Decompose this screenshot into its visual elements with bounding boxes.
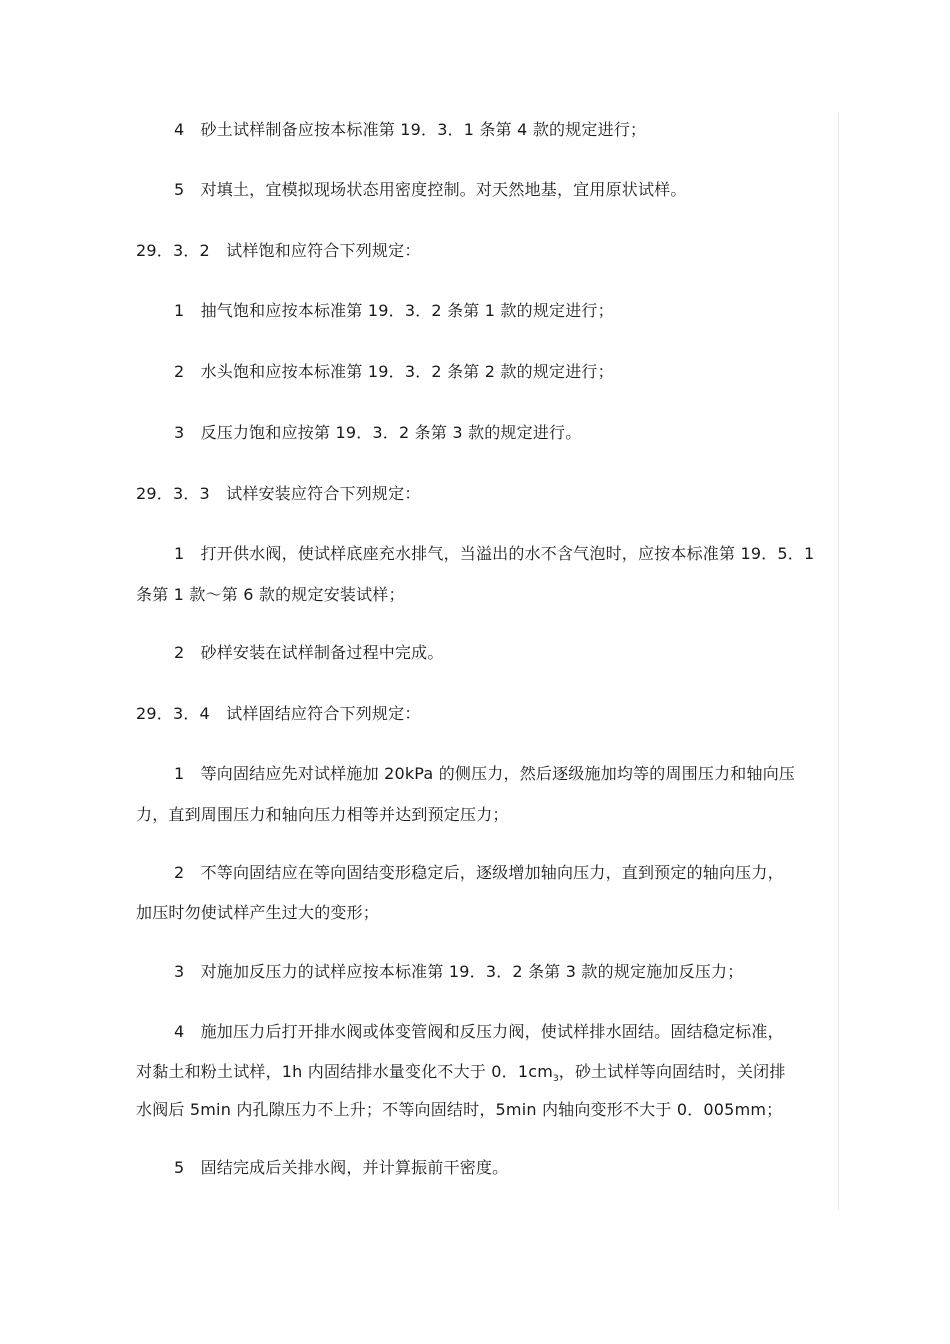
paragraph-line: 3 反压力饱和应按第 19．3．2 条第 3 款的规定进行。 <box>174 423 582 442</box>
unit-subscript: 3 <box>553 1074 559 1084</box>
paragraph-line: 条第 1 款～第 6 款的规定安装试样； <box>136 585 405 604</box>
paragraph-line: 加压时勿使试样产生过大的变形； <box>136 903 380 922</box>
paragraph-line: 5 对填土，宜模拟现场状态用密度控制。对天然地基，宜用原状试样。 <box>174 180 687 199</box>
paragraph-line: 5 固结完成后关排水阀，并计算振前干密度。 <box>174 1158 509 1177</box>
paragraph-line: 水阀后 5min 内孔隙压力不上升；不等向固结时，5min 内轴向变形不大于 0．005mm； <box>136 1100 783 1119</box>
paragraph-line: 4 砂土试样制备应按本标准第 19．3．1 条第 4 款的规定进行； <box>174 120 647 139</box>
section-heading: 29．3．3 试样安装应符合下列规定： <box>136 484 421 503</box>
paragraph-line: 1 等向固结应先对试样施加 20kPa 的侧压力，然后逐级施加均等的周围压力和轴向压 <box>174 764 796 783</box>
paragraph-line: 1 抽气饱和应按本标准第 19．3．2 条第 1 款的规定进行； <box>174 301 614 320</box>
paragraph-line: 3 对施加反压力的试样应按本标准第 19．3．2 条第 3 款的规定施加反压力； <box>174 962 744 981</box>
paragraph-line: 力，直到周围压力和轴向压力相等并达到预定压力； <box>136 805 509 824</box>
paragraph-line: 1 打开供水阀，使试样底座充水排气，当溢出的水不含气泡时，应按本标准第 19．5．1 <box>174 544 815 563</box>
paragraph-line: 2 砂样安装在试样制备过程中完成。 <box>174 643 444 662</box>
right-margin-rule <box>838 112 839 1210</box>
section-heading: 29．3．2 试样饱和应符合下列规定： <box>136 241 421 260</box>
line-text: ，砂土试样等向固结时，关闭排 <box>558 1062 786 1081</box>
section-heading: 29．3．4 试样固结应符合下列规定： <box>136 704 421 723</box>
line-text: 对黏土和粉土试样，1h 内固结排水量变化不大于 0．1cm <box>136 1062 554 1081</box>
paragraph-line: 4 施加压力后打开排水阀或体变管阀和反压力阀，使试样排水固结。固结稳定标准， <box>174 1022 784 1041</box>
paragraph-line <box>136 1061 786 1090</box>
paragraph-line: 2 水头饱和应按本标准第 19．3．2 条第 2 款的规定进行； <box>174 362 614 381</box>
paragraph-line: 2 不等向固结应在等向固结变形稳定后，逐级增加轴向压力，直到预定的轴向压力， <box>174 863 784 882</box>
